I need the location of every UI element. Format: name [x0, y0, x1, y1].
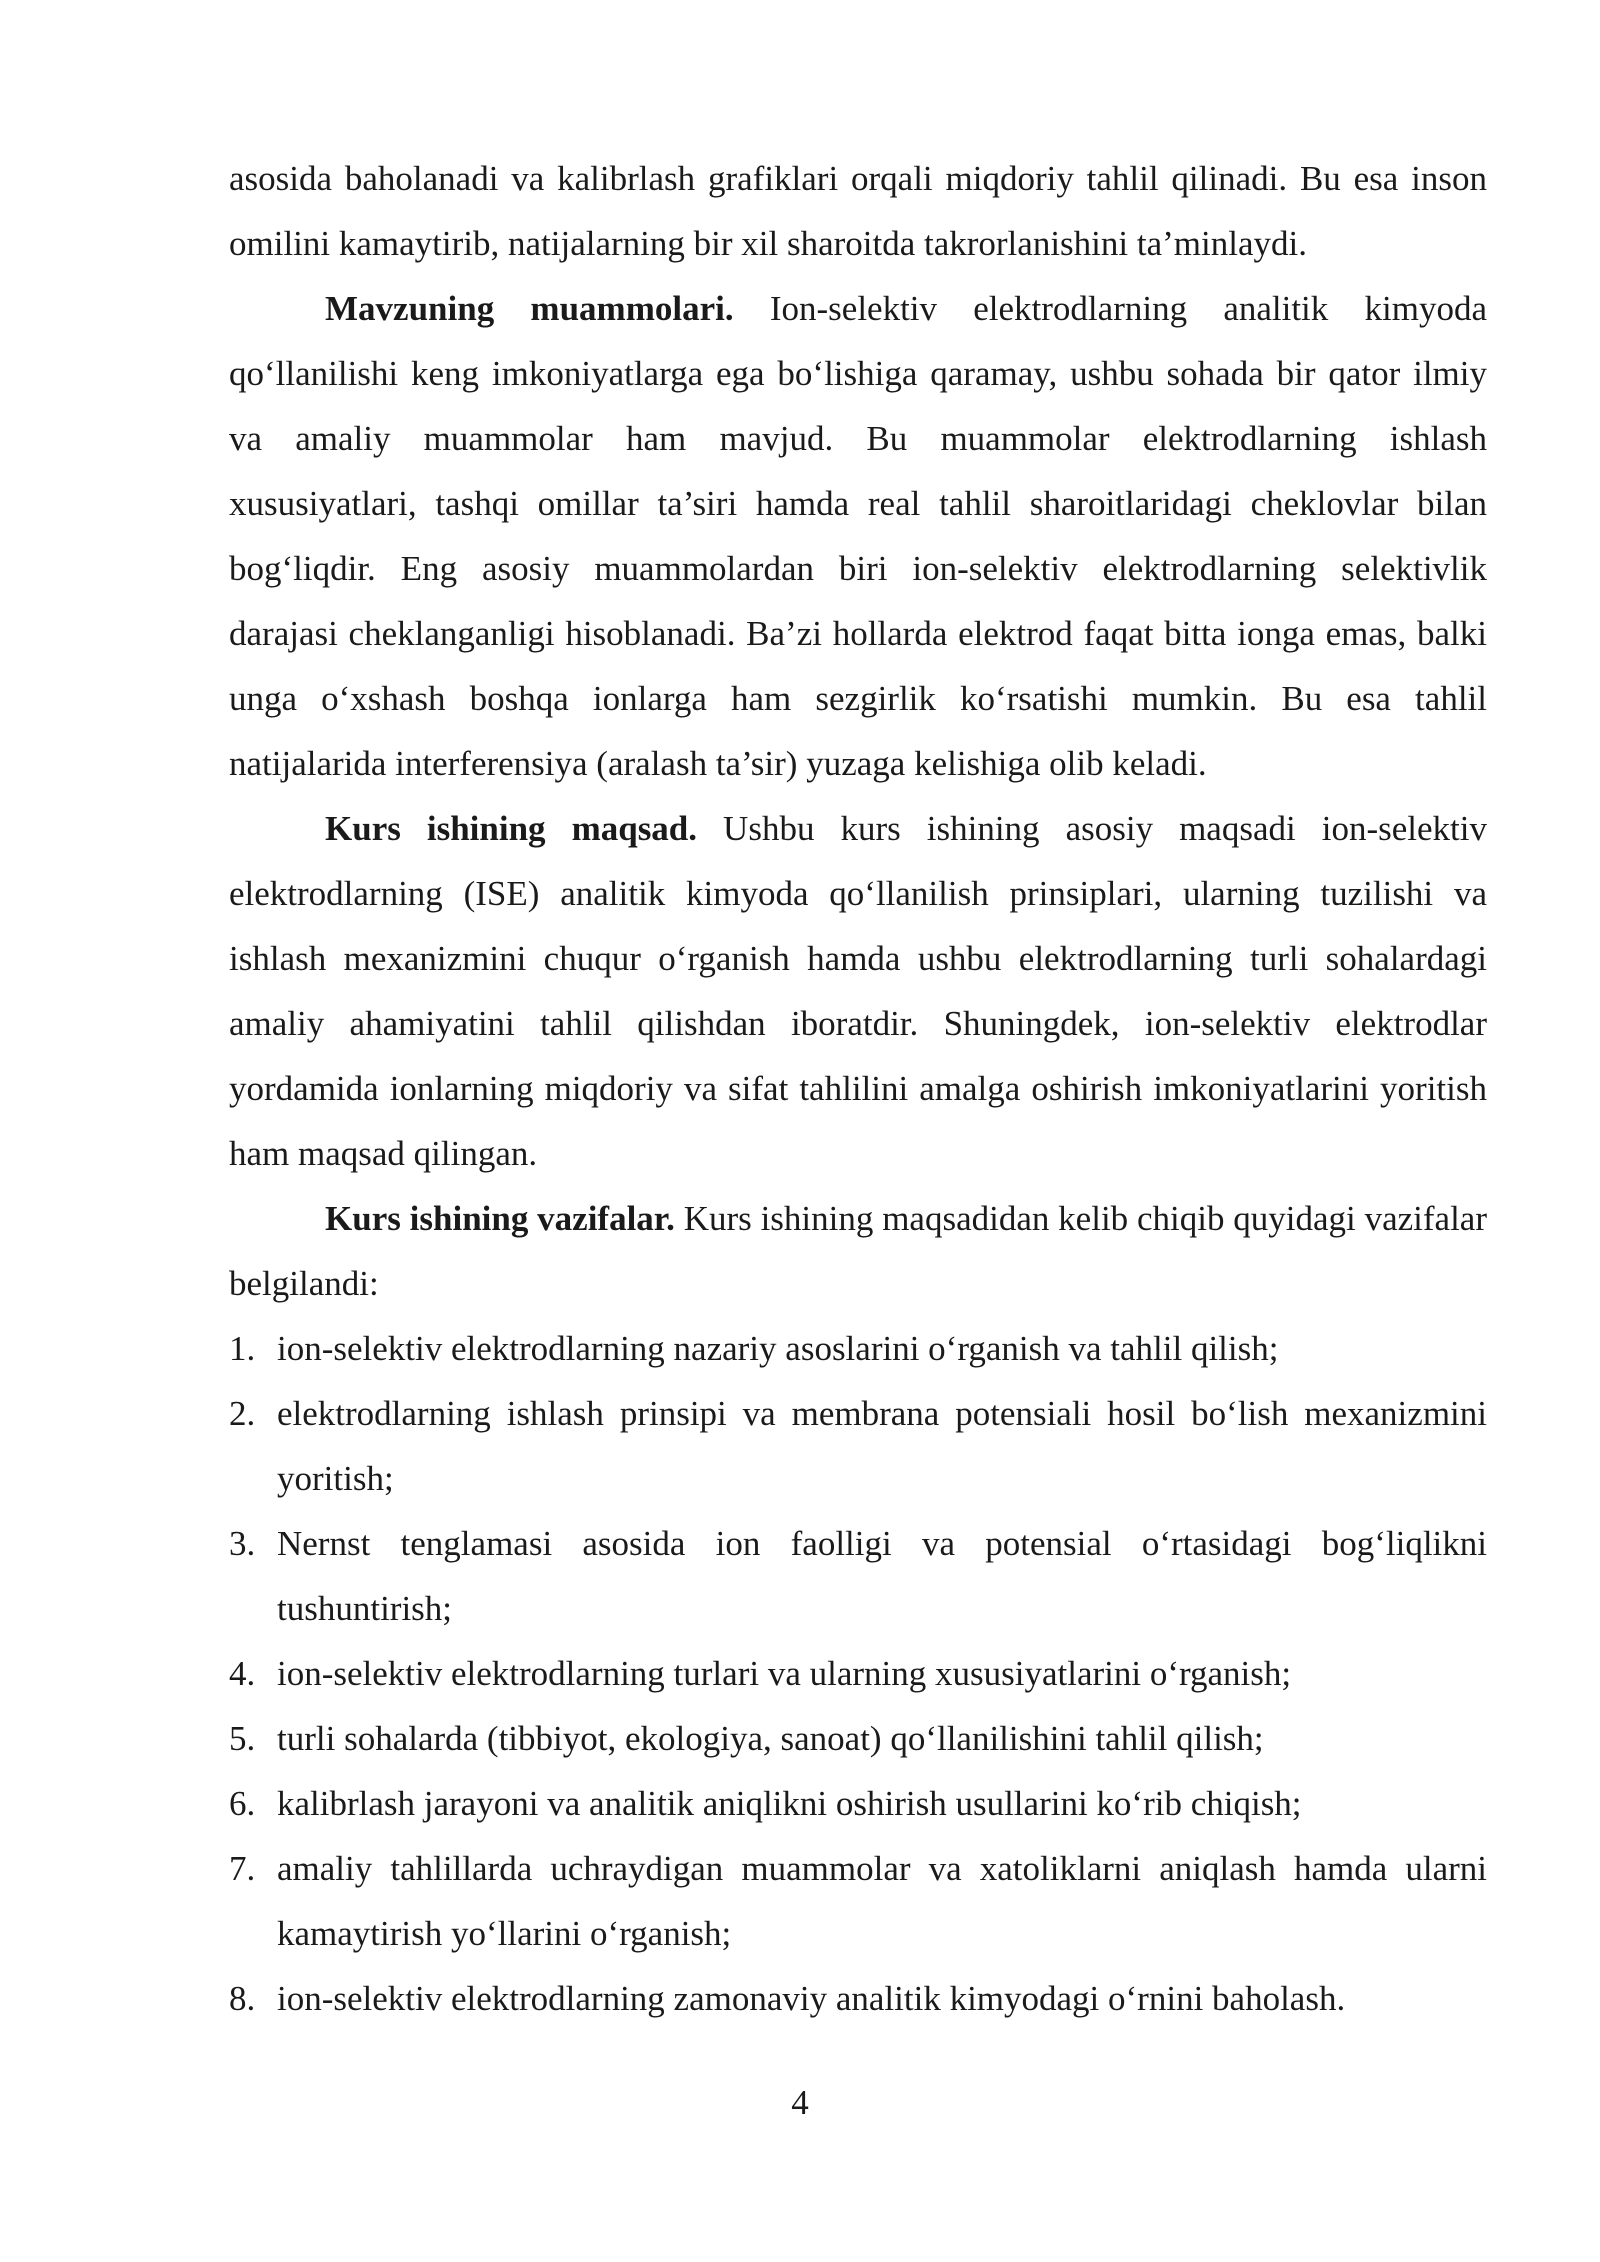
goal-heading: Kurs ishining maqsad.: [325, 809, 698, 848]
task-list: [229, 1316, 1487, 2031]
task-item: [229, 1381, 1487, 1511]
page-body: [229, 146, 1487, 2031]
task-text: ion-selektiv elektrodlarning nazariy asoslarini oʻrganish va tahlil qilish;: [277, 1329, 1279, 1368]
task-item: [229, 1511, 1487, 1641]
intro-paragraph: asosida baholanadi va kalibrlash grafiklari orqali miqdoriy tahlil qilinadi. Bu esa inson omilini kamaytirib, natijalarning bir xil sharoitda takrorlanishini ta’minlaydi.: [229, 159, 1487, 263]
task-number: 1.: [229, 1329, 256, 1368]
task-number: 3.: [229, 1524, 256, 1563]
goal-text: Ushbu kurs ishining asosiy maqsadi ion-selektiv elektrodlarning (ISE) analitik kimyoda qoʻllanilish prinsiplari, ularning tuzilishi va ishlash mexanizmini chuqur oʻrganish hamda ushbu elektrodlarning turli sohalardagi amaliy ahamiyatini tahlil qilishdan iboratdir. Shuningdek, ion-selektiv elektrodlar yordamida ionlarning miqdoriy va sifat tahlilini amalga oshirish imkoniyatlarini yoritish ham maqsad qilingan.: [229, 809, 1487, 1173]
problems-heading: Mavzuning muammolari.: [325, 289, 734, 328]
task-number: 7.: [229, 1849, 256, 1888]
tasks-text: Kurs ishining maqsadidan kelib chiqib quyidagi vazifalar belgilandi:: [229, 1199, 1487, 1303]
task-text: amaliy tahlillarda uchraydigan muammolar va xatoliklarni aniqlash hamda ularni kamaytirish yoʻllarini oʻrganish;: [277, 1849, 1487, 1953]
task-text: ion-selektiv elektrodlarning zamonaviy analitik kimyodagi oʻrnini baholash.: [277, 1979, 1346, 2018]
task-number: 2.: [229, 1394, 256, 1433]
task-item: [229, 1966, 1487, 2031]
problems-paragraph: [229, 276, 1487, 796]
task-number: 4.: [229, 1654, 256, 1693]
task-text: turli sohalarda (tibbiyot, ekologiya, sanoat) qoʻllanilishini tahlil qilish;: [277, 1719, 1264, 1758]
page-number: 4: [791, 2083, 809, 2122]
task-item: [229, 1316, 1487, 1381]
task-text: ion-selektiv elektrodlarning turlari va ularning xususiyatlarini oʻrganish;: [277, 1654, 1292, 1693]
task-item: [229, 1836, 1487, 1966]
task-number: 6.: [229, 1784, 256, 1823]
task-text: elektrodlarning ishlash prinsipi va membrana potensiali hosil boʻlish mexanizmini yoritish;: [277, 1394, 1487, 1498]
task-text: kalibrlash jarayoni va analitik aniqlikni oshirish usullarini koʻrib chiqish;: [277, 1784, 1302, 1823]
tasks-heading: Kurs ishining vazifalar.: [325, 1199, 675, 1238]
tasks-paragraph: [229, 1186, 1487, 1316]
goal-paragraph: [229, 796, 1487, 1186]
task-number: 5.: [229, 1719, 256, 1758]
task-item: [229, 1706, 1487, 1771]
problems-text: Ion-selektiv elektrodlarning analitik kimyoda qoʻllanilishi keng imkoniyatlarga ega boʻlishiga qaramay, ushbu sohada bir qator ilmiy va amaliy muammolar ham mavjud. Bu muammolar elektrodlarning ishlash xususiyatlari, tashqi omillar ta’siri hamda real tahlil sharoitlaridagi cheklovlar bilan bogʻliqdir. Eng asosiy muammolardan biri ion-selektiv elektrodlarning selektivlik darajasi cheklanganligi hisoblanadi. Ba’zi hollarda elektrod faqat bitta ionga emas, balki unga oʻxshash boshqa ionlarga ham sezgirlik koʻrsatishi mumkin. Bu esa tahlil natijalarida interferensiya (aralash ta’sir) yuzaga kelishiga olib keladi.: [229, 289, 1488, 783]
task-item: [229, 1641, 1487, 1706]
task-item: [229, 1771, 1487, 1836]
task-number: 8.: [229, 1979, 256, 2018]
task-text: Nernst tenglamasi asosida ion faolligi va potensial oʻrtasidagi bogʻliqlikni tushuntirish;: [277, 1524, 1487, 1628]
